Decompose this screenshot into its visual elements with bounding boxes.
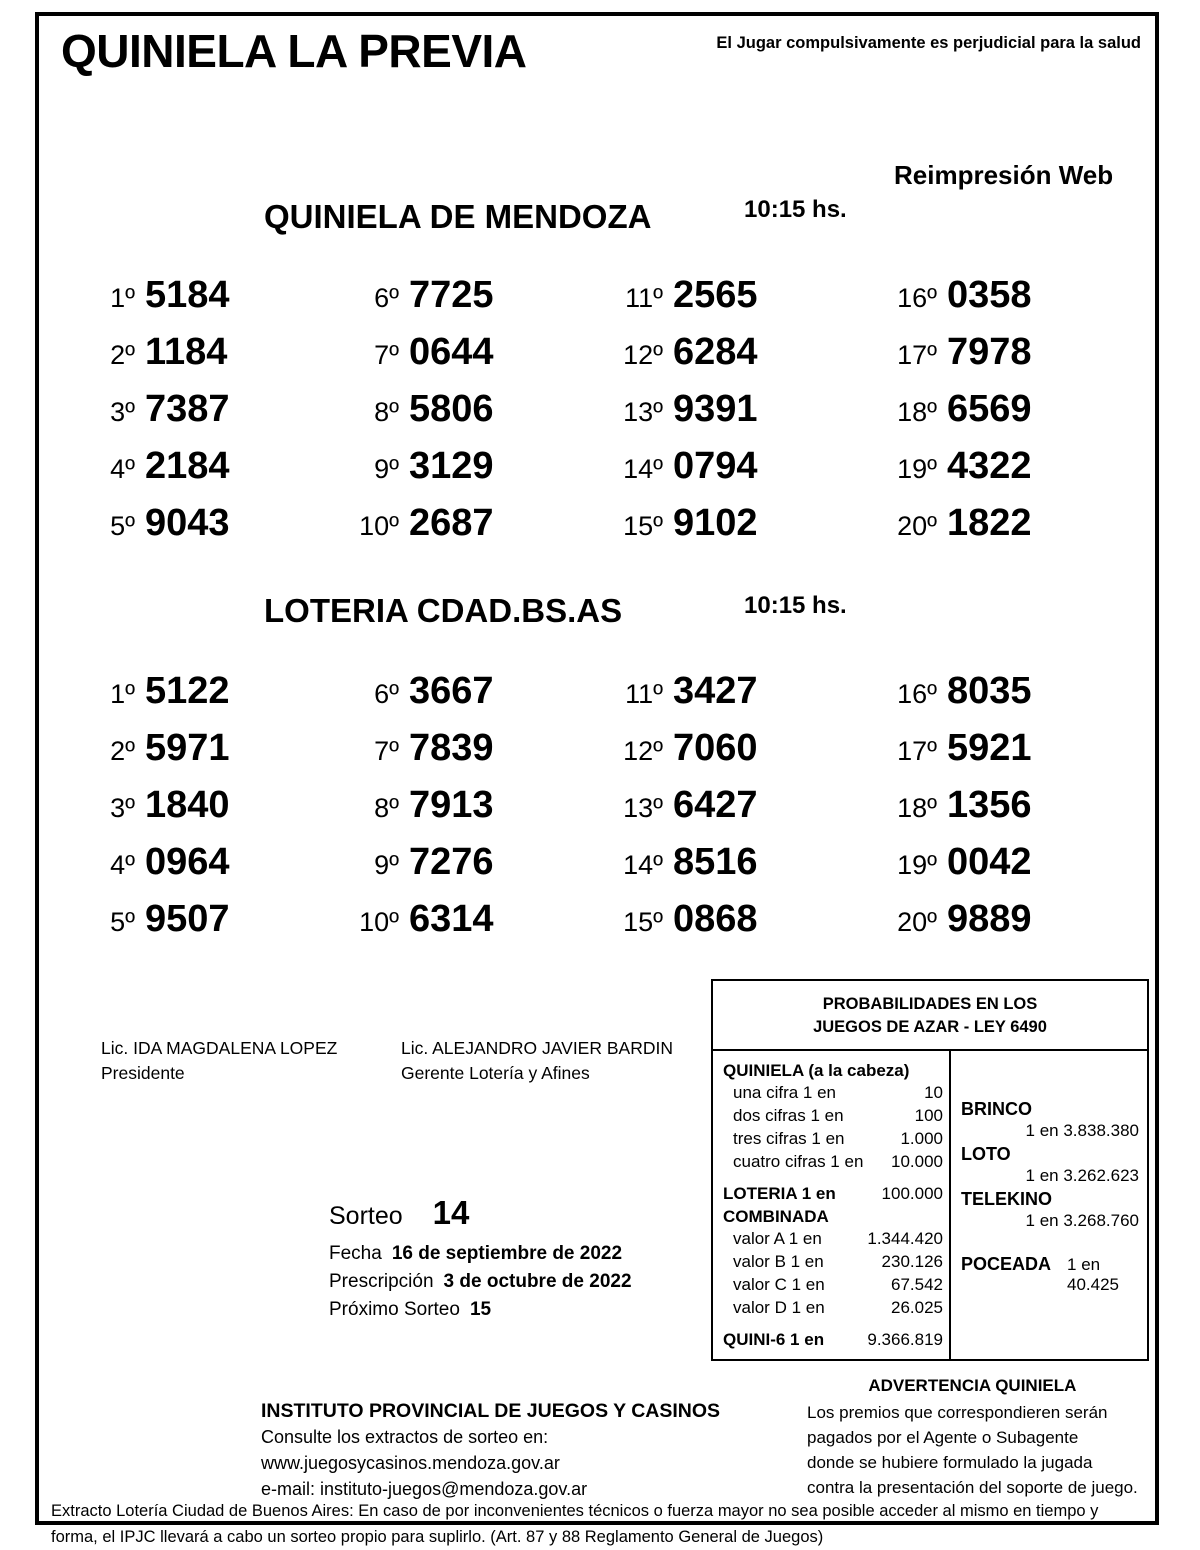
result-number: 6427 [673, 784, 758, 826]
telekino-probability [961, 1189, 1139, 1232]
result-item [855, 502, 1155, 559]
probabilities-left-column [713, 1051, 951, 1359]
result-number: 9102 [673, 502, 758, 544]
result-item [583, 898, 855, 955]
sorteo-label: Sorteo [329, 1202, 403, 1230]
probability-row [723, 1081, 943, 1104]
result-number: 7276 [409, 841, 494, 883]
result-position: 14º [623, 850, 663, 880]
result-item [855, 670, 1155, 727]
result-item [583, 670, 855, 727]
probability-row [723, 1104, 943, 1127]
draw-title: LOTERIA CDAD.BS.AS [264, 592, 623, 629]
result-number: 1840 [145, 784, 230, 826]
prescripcion-label: Prescripción [329, 1271, 434, 1292]
result-position: 15º [623, 511, 663, 541]
result-item [583, 445, 855, 502]
probability-label: LOTERIA 1 en [723, 1184, 836, 1203]
result-position: 4º [110, 850, 135, 880]
result-position: 12º [623, 736, 663, 766]
result-position: 7º [374, 736, 399, 766]
probability-row [723, 1227, 943, 1250]
probability-label: valor D 1 en [733, 1298, 825, 1317]
result-position: 1º [110, 679, 135, 709]
probability-label: tres cifras 1 en [733, 1129, 845, 1148]
result-number: 2565 [673, 274, 758, 316]
proximo-sorteo-label: Próximo Sorteo [329, 1299, 460, 1320]
result-position: 16º [897, 283, 937, 313]
result-number: 6314 [409, 898, 494, 940]
result-position: 10º [359, 907, 399, 937]
result-position: 5º [110, 907, 135, 937]
combinada-group-title: COMBINADA [723, 1207, 829, 1226]
result-number: 1822 [947, 502, 1032, 544]
result-item [855, 331, 1155, 388]
result-number: 5806 [409, 388, 494, 430]
result-item [311, 445, 583, 502]
result-position: 15º [623, 907, 663, 937]
result-position: 13º [623, 397, 663, 427]
result-position: 6º [374, 283, 399, 313]
probability-value: 100 [914, 1106, 943, 1125]
result-position: 10º [359, 511, 399, 541]
result-item [39, 445, 311, 502]
signature-block [101, 1036, 701, 1086]
result-position: 5º [110, 511, 135, 541]
probability-value: 1.000 [900, 1129, 943, 1148]
result-item [855, 841, 1155, 898]
result-position: 1º [110, 283, 135, 313]
result-position: 14º [623, 454, 663, 484]
advertencia-line: Los premios que correspondieren serán [807, 1403, 1108, 1422]
result-position: 7º [374, 340, 399, 370]
draw-section-loteria-caba [39, 578, 1155, 940]
probabilities-box [711, 979, 1149, 1361]
probability-label: valor A 1 en [733, 1229, 822, 1248]
loteria-probability-row [723, 1182, 943, 1205]
gambling-warning: El Jugar compulsivamente es perjudicial para la salud [716, 34, 1141, 52]
result-item [39, 388, 311, 445]
result-item [311, 727, 583, 784]
result-number: 6569 [947, 388, 1032, 430]
result-item [583, 274, 855, 331]
result-number: 0644 [409, 331, 494, 373]
result-item [855, 898, 1155, 955]
sorteo-number: 14 [432, 1194, 470, 1231]
sorteo-details [329, 1194, 632, 1324]
result-number: 7913 [409, 784, 494, 826]
poceada-probability [961, 1254, 1139, 1295]
game-name: LOTO [961, 1144, 1011, 1164]
game-odds: 1 en 40.425 [1067, 1255, 1120, 1294]
result-number: 9043 [145, 502, 230, 544]
probability-value: 1.344.420 [867, 1229, 943, 1248]
signature-manager [401, 1036, 701, 1086]
probability-label: dos cifras 1 en [733, 1106, 844, 1125]
result-position: 16º [897, 679, 937, 709]
result-position: 20º [897, 511, 937, 541]
quiniela-group-title: QUINIELA (a la cabeza) [723, 1061, 910, 1080]
probability-value: 100.000 [881, 1184, 943, 1203]
result-item [39, 502, 311, 559]
sorteo-prescripcion-row [329, 1268, 632, 1296]
draw-title: QUINIELA DE MENDOZA [264, 198, 652, 235]
result-number: 8516 [673, 841, 758, 883]
result-position: 2º [110, 340, 135, 370]
result-number: 0042 [947, 841, 1032, 883]
probability-label: cuatro cifras 1 en [733, 1152, 864, 1171]
result-number: 5122 [145, 670, 230, 712]
result-number: 3427 [673, 670, 758, 712]
result-item [39, 898, 311, 955]
probability-row [723, 1150, 943, 1173]
result-number: 1356 [947, 784, 1032, 826]
result-number: 2184 [145, 445, 230, 487]
result-item [311, 331, 583, 388]
result-position: 8º [374, 397, 399, 427]
probabilities-header-line2: JUEGOS DE AZAR - LEY 6490 [813, 1018, 1047, 1036]
result-number: 3129 [409, 445, 494, 487]
result-item [583, 388, 855, 445]
draw-time: 10:15 hs. [744, 196, 847, 223]
advertencia-line: pagados por el Agente o Subagente [807, 1428, 1079, 1447]
proximo-sorteo-value: 15 [469, 1299, 492, 1320]
institute-email[interactable]: e-mail: instituto-juegos@mendoza.gov.ar [261, 1479, 588, 1499]
probability-value: 10.000 [891, 1152, 943, 1171]
loto-probability [961, 1144, 1139, 1187]
result-number: 7387 [145, 388, 230, 430]
probability-label: valor C 1 en [733, 1275, 825, 1294]
result-item [583, 502, 855, 559]
result-position: 11º [625, 283, 663, 313]
probability-row [723, 1273, 943, 1296]
quini6-probability-row [723, 1328, 943, 1351]
result-position: 19º [897, 454, 937, 484]
result-number: 9889 [947, 898, 1032, 940]
result-position: 12º [623, 340, 663, 370]
probability-value: 67.542 [891, 1275, 943, 1294]
draw-time: 10:15 hs. [744, 592, 847, 619]
signatory-role: Gerente Lotería y Afines [401, 1063, 590, 1083]
game-odds: 1 en 3.268.760 [1025, 1211, 1139, 1230]
sorteo-proximo-row [329, 1296, 632, 1324]
result-number: 2687 [409, 502, 494, 544]
brinco-probability [961, 1099, 1139, 1142]
fecha-label: Fecha [329, 1243, 382, 1264]
institute-line: Consulte los extractos de sorteo en: [261, 1427, 549, 1447]
fecha-value: 16 de septiembre de 2022 [391, 1243, 623, 1264]
result-item [311, 388, 583, 445]
result-number: 6284 [673, 331, 758, 373]
probability-label: QUINI-6 1 en [723, 1330, 825, 1349]
probability-label: valor B 1 en [733, 1252, 824, 1271]
probabilities-header [713, 981, 1147, 1051]
result-item [311, 841, 583, 898]
result-number: 0794 [673, 445, 758, 487]
result-number: 1184 [145, 331, 228, 373]
result-number: 5971 [145, 727, 230, 769]
institute-title: INSTITUTO PROVINCIAL DE JUEGOS Y CASINOS [261, 1400, 721, 1422]
result-item [311, 670, 583, 727]
probability-value: 230.126 [881, 1252, 943, 1271]
signatory-role: Presidente [101, 1063, 185, 1083]
result-position: 3º [110, 793, 135, 823]
probabilities-right-column [951, 1051, 1147, 1359]
result-number: 5184 [145, 274, 230, 316]
footer-line: Extracto Lotería Ciudad de Buenos Aires: En caso de por inconvenientes técnicos o fuerza mayor no sea posible acceder al mismo en tiempo y [51, 1502, 1099, 1520]
game-odds: 1 en 3.262.623 [1025, 1166, 1139, 1185]
result-number: 3667 [409, 670, 494, 712]
result-number: 0358 [947, 274, 1032, 316]
result-position: 4º [110, 454, 135, 484]
advertencia-block [807, 1373, 1138, 1500]
advertencia-line: contra la presentación del soporte de juego. [807, 1478, 1138, 1497]
probability-row [723, 1127, 943, 1150]
probability-row [723, 1250, 943, 1273]
result-position: 20º [897, 907, 937, 937]
result-item [311, 502, 583, 559]
result-position: 11º [625, 679, 663, 709]
footer-disclaimer [51, 1498, 1143, 1550]
result-position: 6º [374, 679, 399, 709]
signatory-name: Lic. ALEJANDRO JAVIER BARDIN [401, 1038, 673, 1058]
result-item [855, 445, 1155, 502]
result-number: 7978 [947, 331, 1032, 373]
result-item [583, 784, 855, 841]
result-position: 2º [110, 736, 135, 766]
sorteo-fecha-row [329, 1240, 632, 1268]
result-position: 17º [897, 340, 937, 370]
result-item [311, 784, 583, 841]
institute-website[interactable]: www.juegosycasinos.mendoza.gov.ar [261, 1453, 560, 1473]
probability-row [723, 1296, 943, 1319]
masthead [39, 16, 1155, 94]
result-position: 13º [623, 793, 663, 823]
result-position: 19º [897, 850, 937, 880]
result-item [855, 727, 1155, 784]
result-number: 9391 [673, 388, 758, 430]
probability-label: una cifra 1 en [733, 1083, 837, 1102]
result-number: 7060 [673, 727, 758, 769]
reprint-badge: Reimpresión Web [894, 160, 1114, 190]
result-item [311, 274, 583, 331]
result-position: 18º [897, 793, 937, 823]
probability-value: 10 [924, 1083, 943, 1102]
probability-value: 26.025 [891, 1298, 943, 1317]
result-item [311, 898, 583, 955]
extract-document [35, 12, 1159, 1546]
results-grid [39, 670, 1155, 955]
result-number: 7839 [409, 727, 494, 769]
signatory-name: Lic. IDA MAGDALENA LOPEZ [101, 1038, 338, 1058]
game-odds: 1 en 3.838.380 [1025, 1121, 1139, 1140]
result-item [583, 841, 855, 898]
draw-section-mendoza [39, 160, 1155, 544]
result-item [855, 388, 1155, 445]
result-position: 9º [374, 850, 399, 880]
result-item [39, 841, 311, 898]
results-grid [39, 274, 1155, 559]
result-item [39, 274, 311, 331]
advertencia-line: donde se hubiere formulado la jugada [807, 1453, 1093, 1472]
probabilities-header-line1: PROBABILIDADES EN LOS [822, 995, 1038, 1013]
result-number: 0868 [673, 898, 758, 940]
result-item [39, 331, 311, 388]
result-number: 7725 [409, 274, 494, 316]
game-name: POCEADA [961, 1254, 1052, 1274]
advertencia-title: ADVERTENCIA QUINIELA [868, 1376, 1077, 1395]
result-number: 4322 [947, 445, 1032, 487]
result-item [39, 727, 311, 784]
result-position: 17º [897, 736, 937, 766]
result-position: 9º [374, 454, 399, 484]
page-title: QUINIELA LA PREVIA [61, 25, 527, 77]
result-position: 3º [110, 397, 135, 427]
draw-header [39, 578, 1155, 640]
result-item [583, 727, 855, 784]
draw-header [39, 166, 1155, 235]
result-number: 0964 [145, 841, 230, 883]
result-item [855, 784, 1155, 841]
footer-line: forma, el IPJC llevará a cabo un sorteo propio para suplirlo. (Art. 87 y 88 Reglamento General de Juegos) [51, 1528, 824, 1546]
game-name: TELEKINO [961, 1189, 1053, 1209]
result-item [583, 331, 855, 388]
result-number: 5921 [947, 727, 1032, 769]
prescripcion-value: 3 de octubre de 2022 [443, 1271, 632, 1292]
result-position: 8º [374, 793, 399, 823]
probability-value: 9.366.819 [867, 1330, 943, 1349]
signature-president [101, 1036, 401, 1086]
result-position: 18º [897, 397, 937, 427]
result-item [39, 670, 311, 727]
result-item [855, 274, 1155, 331]
result-item [39, 784, 311, 841]
institute-block [261, 1398, 720, 1502]
game-name: BRINCO [961, 1099, 1032, 1119]
result-number: 9507 [145, 898, 230, 940]
result-number: 8035 [947, 670, 1032, 712]
